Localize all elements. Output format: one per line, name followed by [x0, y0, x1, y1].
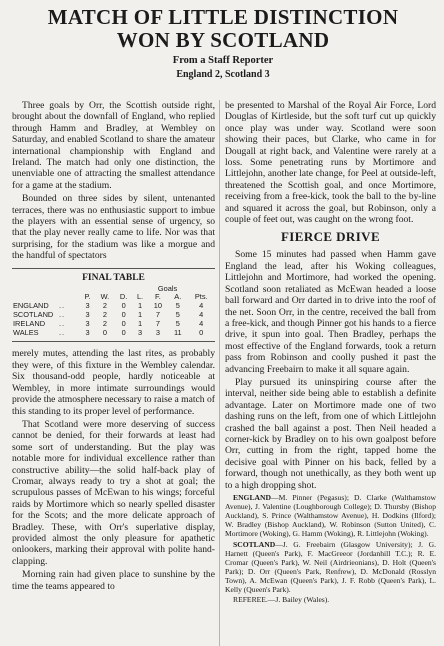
table-cell: 4	[199, 318, 204, 328]
table-cell: 3	[85, 301, 90, 311]
referee-line: REFEREE.—J. Bailey (Wales).	[233, 595, 330, 604]
table-cell: 0	[121, 327, 126, 337]
right-column	[225, 100, 436, 646]
leader-dots: ..	[59, 310, 66, 320]
table-header: A.	[174, 292, 182, 302]
table-header: L.	[136, 292, 144, 302]
leader-dots: ..	[59, 327, 66, 337]
paragraph: Some 15 minutes had passed when Hamm gave England the lead, after his Woking colleagues, Littlejohn and Mortimore, had worked the opening. Scotland soon retaliated as McEwan headed a loose ball forward and Orr darted in to drive into the roof of the net. Soon Orr, in the centre, received the ball from a free-kick, and though Pinner got his hands to a fierce drive, it spun into goal. Then Bradley, perhaps the most effective of the England forwards, took a return pass from Robinson and coolly pushed it past the advancing Freebairn to make it all square again.	[225, 249, 436, 375]
paragraph: Three goals by Orr, the Scottish outside right, brought about the downfall of England, who replied through Hamm and Bradley, at Wembley on Saturday, and enabled Scotland to share the amateur international championship with England and Ireland. The match had only one distinction, the unenviable one of attracting the smallest attendance for a game at the stadium.	[12, 100, 215, 191]
england-lineup	[225, 493, 436, 538]
paragraph: be presented to Marshal of the Royal Air Force, Lord Douglas of Kirtleside, but the soft turf cut up quickly once play was under way. Scotland were soon showing their paces, but Clarke, who came in for Dougall at right back, and Valentine were rarely at a loss. Some penetrating runs by Mortimore and Littlejohn, another late change, for Peel at outside-left, threatened the Scottish goal, and once Mortimore, receiving from a free-kick, took the ball to the by-line and squared it across the goal, but Robinson, only a couple of feet out, was caught on the wrong foot.	[225, 100, 436, 226]
final-table-title: FINAL TABLE	[82, 272, 145, 283]
table-cell: 0	[121, 318, 126, 328]
paragraph: That Scotland were more deserving of success cannot be denied, for their forwards at least had some sort of understanding. But the play was notable more for individual excellence rather than constructive ability—the solid half-back play of Cromar, always ready to try a shot at goal; the scrupulous passes of McEwan to his wings; forceful raids by Mortimore which so nearly spelled disaster for the Scots; and the more delicate approach of Bradley. These, with Orr's superlative display, provided almost the only pleasure for apathetic onlookers, marking their approval with polite hand-clapping.	[12, 418, 215, 567]
table-header: F.	[155, 292, 161, 302]
subheading: FIERCE DRIVE	[280, 229, 381, 245]
article-columns	[12, 100, 436, 646]
table-cell: 5	[175, 301, 180, 311]
table-cell: 7	[155, 318, 160, 328]
table-cell: 11	[173, 327, 182, 337]
scotland-lineup	[225, 540, 436, 594]
england-label: ENGLAND	[233, 493, 271, 502]
headline	[12, 6, 434, 52]
table-row	[12, 320, 215, 329]
table-cell: 3	[85, 327, 90, 337]
table-cell: 3	[85, 310, 90, 320]
left-column	[12, 100, 215, 646]
leader-dots: ..	[59, 318, 66, 328]
match-score: England 2, Scotland 3	[176, 69, 270, 80]
table-cell: 3	[137, 327, 143, 337]
table-cell: 3	[85, 318, 90, 328]
table-cell: 1	[137, 301, 143, 311]
scotland-label: SCOTLAND	[233, 540, 276, 549]
table-cell: 1	[137, 310, 143, 320]
team-name: WALES	[13, 327, 39, 337]
table-cell: 5	[175, 310, 180, 320]
table-cell: 1	[137, 318, 143, 328]
leader-dots: ..	[59, 301, 66, 311]
table-row	[12, 329, 215, 338]
table-goals-header-row	[12, 285, 215, 294]
table-cell: 2	[102, 301, 107, 311]
table-cell: 0	[102, 327, 107, 337]
team-name: ENGLAND	[13, 301, 49, 311]
table-header: P.	[84, 292, 91, 302]
table-cell: 3	[155, 327, 160, 337]
paragraph: Morning rain had given place to sunshine by the time the teams appeared to	[12, 569, 215, 592]
paragraph: Play pursued its uninspiring course after the interval, neither side being able to establish a definite advantage. Later on Mortimore made one of two dashing runs on the left, from one of which Littlejohn crashed the ball against a post. Then Neil headed a corner-kick by Bradley on to his own goalpost before Orr, cutting in from the right, tapped home the decisive goal with Pinner on his back, felled by a forward, though not unethically, as they both went up to a high dropping shot.	[225, 376, 436, 491]
table-cell: 5	[175, 318, 180, 328]
league-table	[12, 285, 215, 338]
headline-line-1: MATCH OF LITTLE DISTINCTION	[47, 5, 399, 29]
team-name: SCOTLAND	[13, 310, 54, 320]
column-divider	[219, 100, 220, 646]
table-header: D.	[119, 292, 128, 302]
table-cell: 0	[121, 310, 126, 320]
table-cell: 0	[199, 327, 204, 337]
final-table	[12, 268, 215, 343]
goals-label: Goals	[157, 283, 178, 293]
table-cell: 7	[155, 310, 160, 320]
table-cell: 10	[153, 301, 162, 311]
byline: From a Staff Reporter	[172, 55, 274, 66]
paragraph: Bounded on three sides by silent, untenanted terraces, there was no enthusiastic support to imbue the players with an essential sense of urgency, so that the play never really came to life. Nor was that surprising, for the stadium was like a morgue and the handful of spectators	[12, 193, 215, 262]
table-cell: 4	[199, 301, 204, 311]
table-cell: 4	[199, 310, 204, 320]
table-header: W.	[100, 292, 110, 302]
scotland-players: —J. G. Freebairn (Glasgow University); J. G. Harnett (Queen's Park), F. MacGreeor (Jordanhill T.C.); R. E. Cromar (Queen's Park), W. Neil (Airdrieonians), D. Holt (Queen's Park); D. Orr (Queen's Park, Renfrew), D. McDonald (Rosslyn Town), A. McEwan (Queen's Park), J. F. Robb (Queen's Park), L. Kelly (Queen's Park).	[225, 540, 436, 594]
table-cell: 0	[121, 301, 126, 311]
table-cell: 2	[102, 310, 107, 320]
table-header: Pts.	[194, 292, 208, 302]
paragraph: merely mutes, attending the last rites, as probably they were, of this fixture in the Wembley calendar. Six thousand-odd people, hardly noticeable at Wembley, in more intimate surroundings would provide the atmosphere necessary to raise a match of this standing to its proper level of performance.	[12, 348, 215, 417]
table-cell: 2	[102, 318, 107, 328]
headline-line-2: WON BY SCOTLAND	[116, 28, 330, 52]
team-name: IRELAND	[13, 318, 46, 328]
england-players: —M. Pinner (Pegasus); D. Clarke (Walthamstow Avenue), J. Valentine (Loughborough College); D. Thursby (Bishop Auckland), S. Prince (Walthamstow Avenue), H. Dodkins (Ilford); W. Bradley (Bishop Auckland), W. Robinson (Sutton United), C. Mortimore (Woking), G. Hamm (Woking), R. Littlejohn (Woking).	[225, 493, 436, 538]
